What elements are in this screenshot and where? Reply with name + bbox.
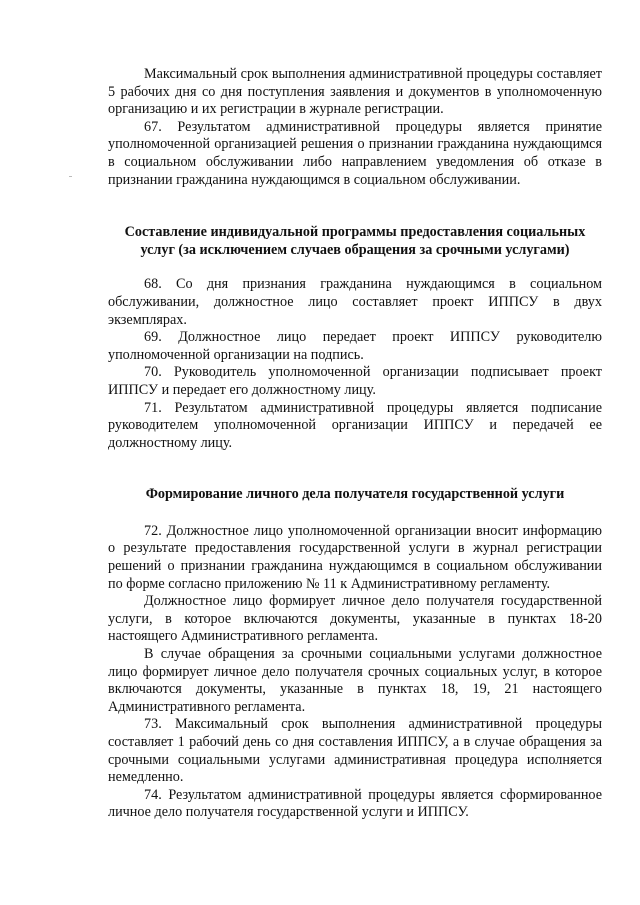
section-heading-ippsu: Составление индивидуальной программы предоставления социальных услуг (за исключением случаев обращения за срочными услугами) <box>124 224 586 258</box>
paragraph-67: 67. Результатом административной процедуры является принятие уполномоченной организацией решения о признании гражданина нуждающимся в социальном обслуживании либо направлением уведомления об отказе в признании гражданина нуждающимся в социальном обслуживании. <box>108 118 602 188</box>
margin-mark <box>69 176 72 177</box>
spacer <box>108 504 602 523</box>
paragraph-personal-file: Должностное лицо формирует личное дело получателя государственной услуги, в которое включаются документы, указанные в пунктах 18-20 настоящего Административного регламента. <box>108 593 602 645</box>
paragraph-69: 69. Должностное лицо передает проект ИППСУ руководителю уполномоченной организации на подпись. <box>108 329 602 363</box>
paragraph-74: 74. Результатом административной процедуры является сформированное личное дело получателя государственной услуги и ИППСУ. <box>108 786 602 821</box>
spacer <box>108 189 602 224</box>
paragraph-max-term-5-days: Максимальный срок выполнения административной процедуры составляет 5 рабочих дня со дня поступления заявления и документов в уполномоченную организацию и их регистрации в журнале регистрации. <box>108 66 602 118</box>
paragraph-72: 72. Должностное лицо уполномоченной организации вносит информацию о результате предоставления государственной услуги в журнал регистрации решений о признании гражданина нуждающимся в социальном обслуживании по форме согласно приложению № 11 к Административному регламенту. <box>108 522 602 592</box>
paragraph-urgent-services: В случае обращения за срочными социальными услугами должностное лицо формирует личное дело получателя срочных социальных услуг, в которое включаются документы, указанные в пунктах 18, 19, 21 настоящего Административного регламента. <box>108 646 602 715</box>
document-body <box>108 66 602 822</box>
paragraph-71: 71. Результатом административной процедуры является подписание руководителем уполномоченной организации ИППСУ и передачей ее должностному лицу. <box>108 399 602 451</box>
paragraph-70: 70. Руководитель уполномоченной организации подписывает проект ИППСУ и передает его должностному лицу. <box>108 364 602 398</box>
spacer <box>108 452 602 486</box>
paragraph-68: 68. Со дня признания гражданина нуждающимся в социальном обслуживании, должностное лицо составляет проект ИППСУ в двух экземплярах. <box>108 276 602 328</box>
paragraph-73: 73. Максимальный срок выполнения административной процедуры составляет 1 рабочий день со дня составления ИППСУ, а в случае обращения за срочными социальными услугами административная процедура исполняется немедленно. <box>108 716 602 786</box>
spacer <box>108 259 602 276</box>
section-heading-personal-file: Формирование личного дела получателя государственной услуги <box>145 486 565 503</box>
